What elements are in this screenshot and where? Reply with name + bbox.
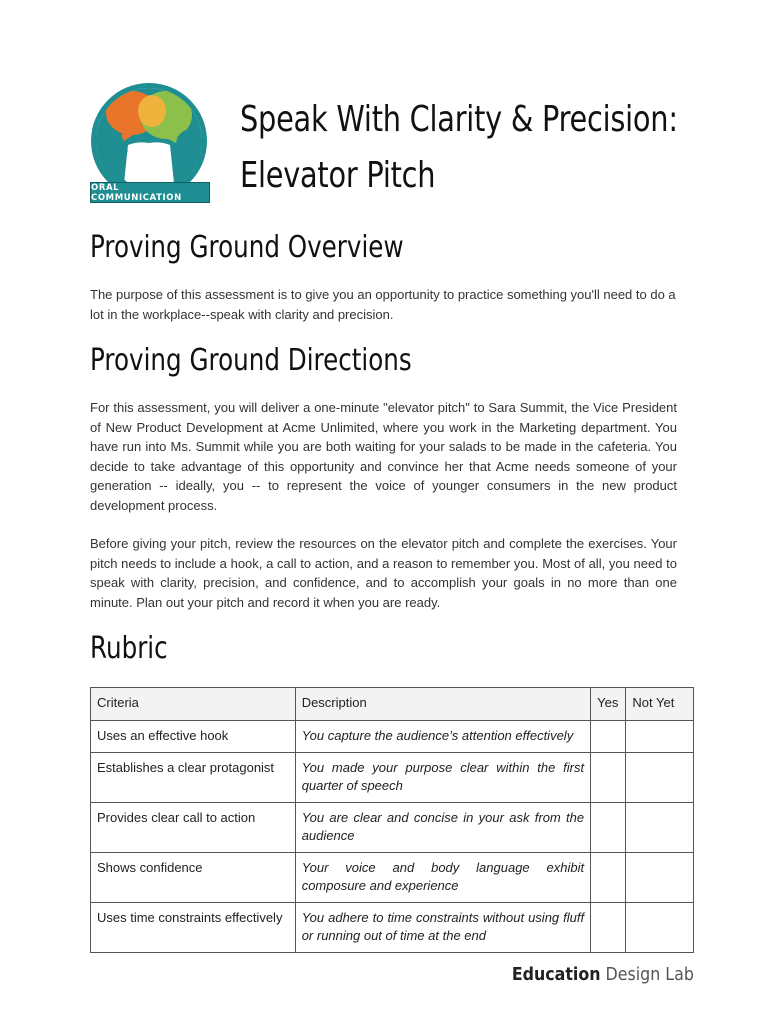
- yes-cell[interactable]: [591, 853, 626, 903]
- yes-cell[interactable]: [591, 753, 626, 803]
- description-cell: Your voice and body language exhibit composure and experience: [295, 853, 590, 903]
- footer-brand-light: Design Lab: [605, 964, 694, 985]
- not-yet-cell[interactable]: [626, 753, 694, 803]
- table-row: [91, 803, 694, 853]
- not-yet-cell[interactable]: [626, 853, 694, 903]
- criteria-cell: Uses time constraints effectively: [91, 903, 296, 953]
- column-header-not-yet: Not Yet: [626, 688, 694, 721]
- speech-heads-icon: [88, 83, 212, 193]
- not-yet-cell[interactable]: [626, 721, 694, 753]
- yes-cell[interactable]: [591, 803, 626, 853]
- footer-brand: [512, 964, 694, 985]
- directions-paragraph-1: For this assessment, you will deliver a one-minute "elevator pitch" to Sara Summit, the Vice President of New Product Development at Acme Unlimited, where you work in the Marketing department. You have run into Ms. Summit while you are both waiting for your salads to be made in the cafeteria. You decide to take advantage of this opportunity and convince her that Acme needs someone of your generation -- ideally, you -- to represent the voice of younger consumers in the new product development process.: [90, 400, 677, 513]
- description-cell: You are clear and concise in your ask from the audience: [295, 803, 590, 853]
- footer-brand-bold: Education: [511, 964, 601, 985]
- column-header-description: Description: [295, 688, 590, 721]
- criteria-cell: Establishes a clear protagonist: [91, 753, 296, 803]
- criteria-cell: Uses an effective hook: [91, 721, 296, 753]
- oral-communication-logo: [88, 83, 212, 207]
- description-cell: You adhere to time constraints without using fluff or running out of time at the end: [295, 903, 590, 953]
- description-cell: You made your purpose clear within the first quarter of speech: [295, 753, 590, 803]
- rubric-table: [90, 687, 694, 953]
- table-row: [91, 721, 694, 753]
- overview-text: The purpose of this assessment is to give you an opportunity to practice something you'll need to do a lot in the workplace--speak with clarity and precision.: [90, 287, 676, 322]
- title-line-1: Speak With Clarity & Precision:: [240, 99, 678, 140]
- page-title: [240, 92, 678, 204]
- directions-paragraph-2: Before giving your pitch, review the resources on the elevator pitch and complete the exercises. Your pitch needs to include a hook, a call to action, and a reason to remember you. Most of all, you need to speak with clarity, precision, and confidence, and to accomplish your goals in no more than one minute. Plan out your pitch and record it when you are ready.: [90, 536, 677, 610]
- title-line-2: Elevator Pitch: [240, 155, 436, 196]
- yes-cell[interactable]: [591, 903, 626, 953]
- table-header-row: [91, 688, 694, 721]
- overview-heading: Proving Ground Overview: [90, 230, 404, 265]
- column-header-yes: Yes: [591, 688, 626, 721]
- criteria-cell: Shows confidence: [91, 853, 296, 903]
- not-yet-cell[interactable]: [626, 903, 694, 953]
- directions-heading: Proving Ground Directions: [90, 343, 412, 378]
- table-row: [91, 853, 694, 903]
- not-yet-cell[interactable]: [626, 803, 694, 853]
- table-row: [91, 903, 694, 953]
- description-cell: You capture the audience’s attention effectively: [295, 721, 590, 753]
- logo-ribbon-label: ORAL COMMUNICATION: [90, 182, 210, 203]
- criteria-cell: Provides clear call to action: [91, 803, 296, 853]
- yes-cell[interactable]: [591, 721, 626, 753]
- table-row: [91, 753, 694, 803]
- rubric-heading: Rubric: [90, 631, 168, 666]
- column-header-criteria: Criteria: [91, 688, 296, 721]
